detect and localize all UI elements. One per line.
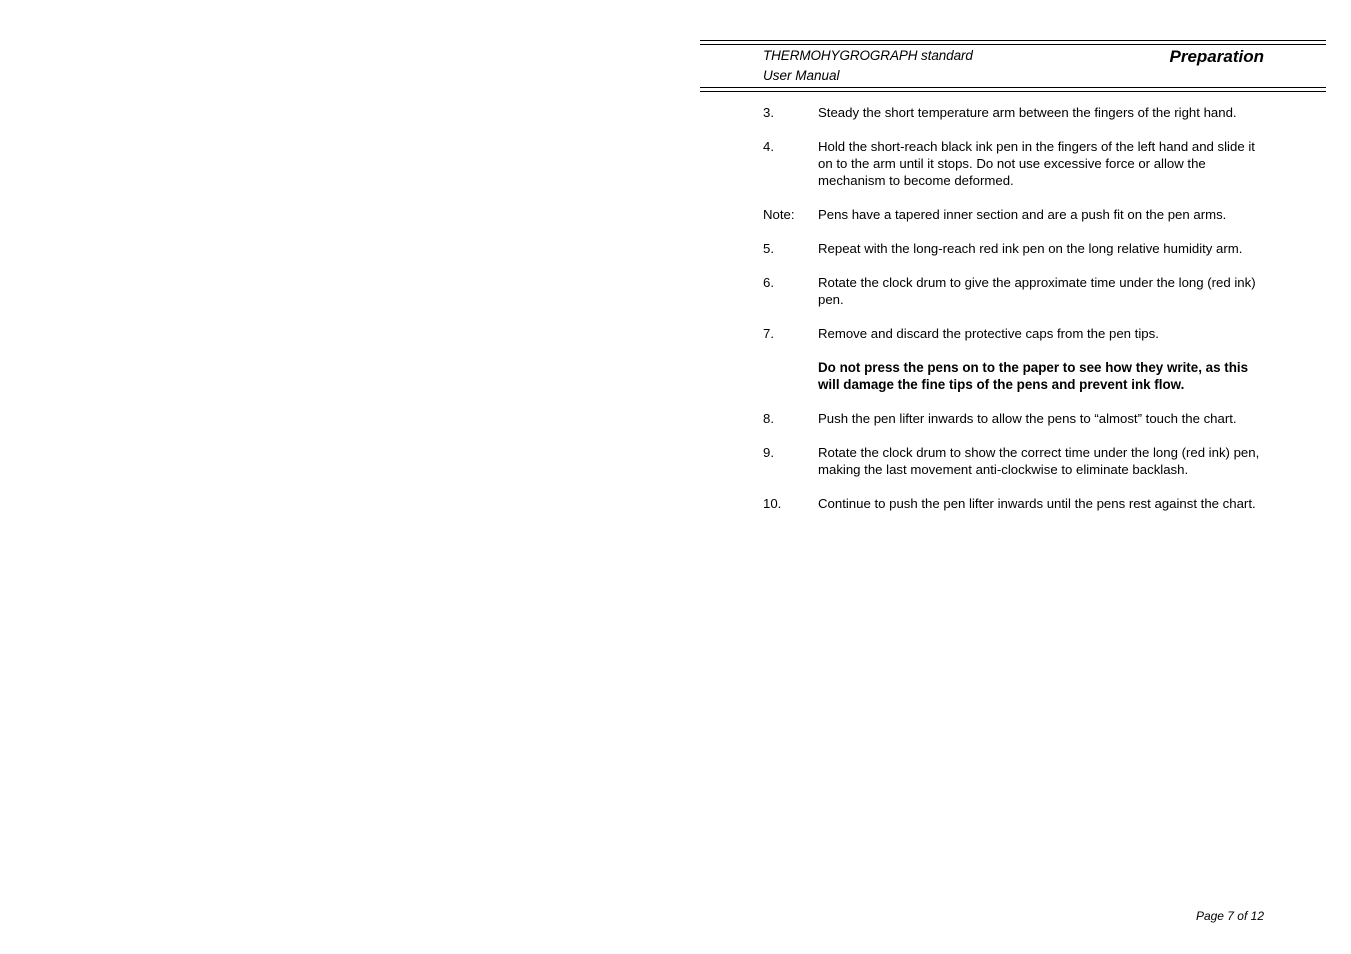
step-number: 4.: [763, 139, 774, 154]
header-section-title: Preparation: [1169, 47, 1264, 66]
instruction-step: [763, 104, 1268, 121]
header-document-title: User Manual: [763, 68, 840, 83]
step-number: 10.: [763, 496, 782, 511]
header-rule-bottom-outer: [700, 91, 1326, 92]
step-number: 8.: [763, 411, 774, 426]
instruction-step: [763, 138, 1268, 189]
step-text: Repeat with the long-reach red ink pen on the long relative humidity arm.: [818, 241, 1243, 256]
step-number: 3.: [763, 105, 774, 120]
instruction-step: [763, 444, 1268, 478]
step-text: Push the pen lifter inwards to allow the pens to “almost” touch the chart.: [818, 411, 1237, 426]
instruction-step: [763, 274, 1268, 308]
page-number: Page 7 of 12: [1195, 909, 1264, 923]
instruction-note: [763, 206, 1268, 223]
step-text: Rotate the clock drum to show the correct time under the long (red ink) pen, making the last movement anti-clockwise to eliminate backlash.: [818, 445, 1260, 477]
step-number: 6.: [763, 275, 774, 290]
header-rule-top-outer: [700, 40, 1326, 41]
step-text: Continue to push the pen lifter inwards until the pens rest against the chart.: [818, 496, 1256, 511]
step-number: 7.: [763, 326, 774, 341]
step-number: 5.: [763, 241, 774, 256]
instruction-list: [763, 104, 1268, 529]
note-label: Note:: [763, 207, 795, 222]
header-product-title: THERMOHYGROGRAPH standard: [763, 48, 973, 63]
step-text: Rotate the clock drum to give the approximate time under the long (red ink) pen.: [818, 275, 1256, 307]
instruction-step: [763, 410, 1268, 427]
step-text: Hold the short-reach black ink pen in the fingers of the left hand and slide it on to the arm until it stops. Do not use excessive force or allow the mechanism to become deformed.: [818, 139, 1255, 188]
instruction-step: [763, 495, 1268, 512]
header-rule-top-inner: [700, 44, 1326, 45]
step-text: Steady the short temperature arm between the fingers of the right hand.: [818, 105, 1237, 120]
note-text: Pens have a tapered inner section and are a push fit on the pen arms.: [818, 207, 1227, 222]
instruction-step: [763, 240, 1268, 257]
warning-text-block: [763, 359, 1268, 393]
step-text: Remove and discard the protective caps from the pen tips.: [818, 326, 1159, 341]
manual-page: [700, 0, 1326, 954]
header-rule-bottom-inner: [700, 87, 1326, 88]
warning-text: Do not press the pens on to the paper to see how they write, as this will damage the fine tips of the pens and prevent ink flow.: [818, 360, 1249, 392]
step-number: 9.: [763, 445, 774, 460]
instruction-step: [763, 325, 1268, 342]
